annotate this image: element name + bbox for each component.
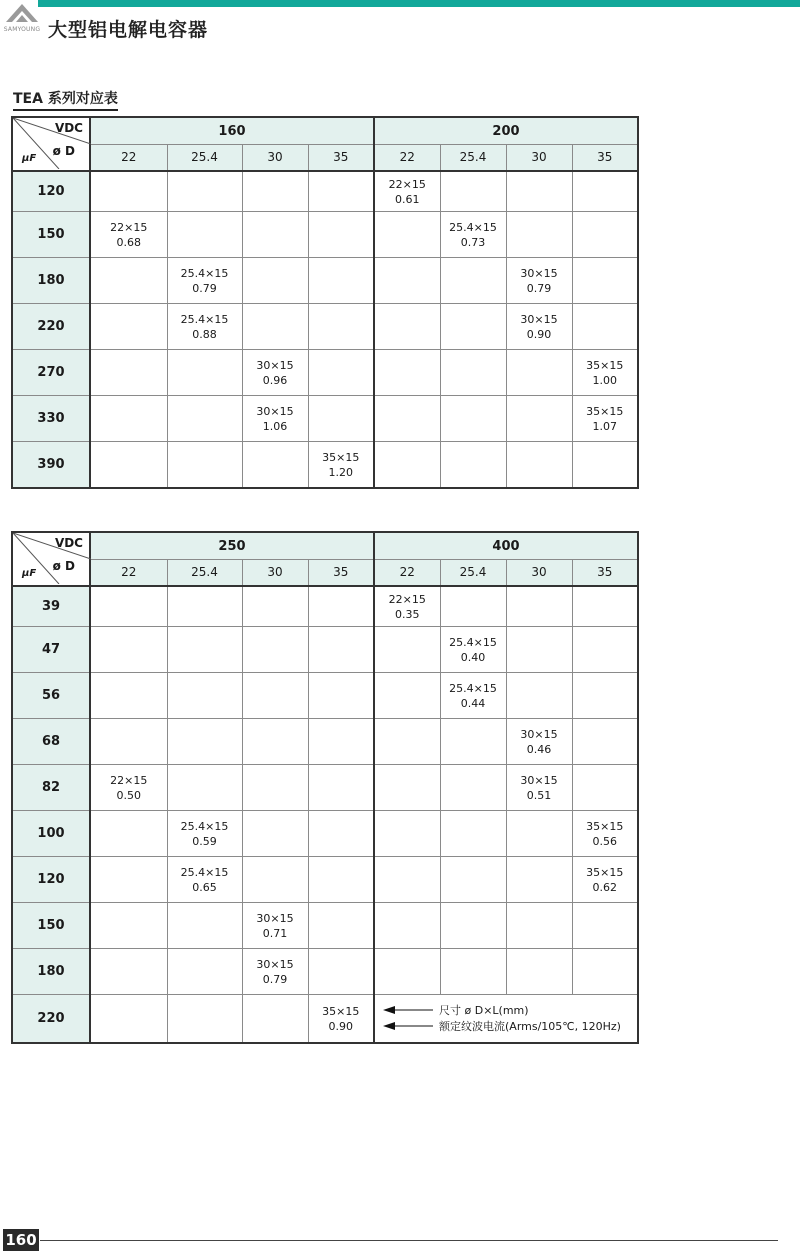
table-row [12, 673, 638, 719]
diameter-header-row [12, 560, 638, 587]
spec-cell [167, 350, 242, 396]
spec-cell [308, 627, 374, 673]
spec-cell [242, 442, 308, 489]
spec-cell [308, 949, 374, 995]
size-ripple-text: 25.4×15 0.88 [180, 312, 229, 341]
spec-cell [308, 258, 374, 304]
spec-cell [90, 857, 167, 903]
spec-cell [308, 903, 374, 949]
capacitance-cell: 47 [12, 627, 90, 673]
table-row [12, 811, 638, 857]
diameter-header: 35 [308, 145, 374, 172]
size-ripple-text: 22×15 0.68 [110, 220, 148, 249]
spec-cell [572, 719, 638, 765]
spec-cell [90, 811, 167, 857]
size-ripple-text: 30×15 0.46 [520, 727, 558, 756]
table-row [12, 765, 638, 811]
spec-cell [242, 586, 308, 627]
table-row [12, 350, 638, 396]
spec-cell [167, 304, 242, 350]
spec-cell [506, 949, 572, 995]
spec-cell [572, 304, 638, 350]
spec-cell [90, 903, 167, 949]
spec-cell [90, 673, 167, 719]
table-row [12, 949, 638, 995]
spec-cell [506, 396, 572, 442]
size-ripple-text: 30×15 0.79 [256, 957, 294, 986]
spec-cell [308, 586, 374, 627]
spec-cell [440, 442, 506, 489]
spec-cell [506, 765, 572, 811]
spec-cell [242, 396, 308, 442]
spec-cell [440, 903, 506, 949]
voltage-header: 400 [374, 532, 638, 560]
spec-cell [167, 627, 242, 673]
capacitance-cell: 120 [12, 171, 90, 212]
spec-cell [374, 258, 440, 304]
diameter-header: 22 [374, 560, 440, 587]
spec-cell [308, 719, 374, 765]
spec-cell [167, 995, 242, 1044]
diameter-header: 35 [572, 145, 638, 172]
size-ripple-text: 35×15 0.90 [322, 1004, 360, 1033]
spec-cell [506, 171, 572, 212]
spec-cell [308, 673, 374, 719]
capacitance-cell: 82 [12, 765, 90, 811]
spec-cell [572, 765, 638, 811]
legend-ripple-label: 额定纹波电流(Arms/105℃, 120Hz) [439, 1019, 621, 1033]
spec-cell [90, 396, 167, 442]
table-row [12, 857, 638, 903]
spec-cell [242, 949, 308, 995]
spec-cell [90, 258, 167, 304]
spec-cell [308, 396, 374, 442]
diameter-header-row [12, 145, 638, 172]
spec-cell [167, 258, 242, 304]
spec-cell [506, 304, 572, 350]
capacitance-cell: 100 [12, 811, 90, 857]
spec-cell [440, 212, 506, 258]
size-ripple-text: 30×15 0.51 [520, 773, 558, 802]
spec-cell [90, 304, 167, 350]
arrow-left-icon [383, 1021, 435, 1031]
spec-cell [374, 442, 440, 489]
capacitance-cell: 180 [12, 258, 90, 304]
spec-cell [167, 949, 242, 995]
legend-ripple [383, 1019, 621, 1033]
spec-cell [506, 212, 572, 258]
size-ripple-text: 35×15 0.56 [586, 819, 624, 848]
spec-cell [90, 949, 167, 995]
capacitance-cell: 180 [12, 949, 90, 995]
corner-vdc-label: VDC [54, 121, 83, 135]
spec-cell [167, 765, 242, 811]
size-ripple-text: 22×15 0.35 [388, 592, 426, 621]
spec-cell [572, 857, 638, 903]
table-row [12, 995, 638, 1044]
table-row [12, 719, 638, 765]
diameter-header: 30 [242, 145, 308, 172]
spec-cell [242, 627, 308, 673]
size-ripple-text: 30×15 1.06 [256, 404, 294, 433]
spec-cell [506, 258, 572, 304]
spec-cell [242, 995, 308, 1044]
spec-cell [242, 903, 308, 949]
capacitance-cell: 150 [12, 212, 90, 258]
size-ripple-text: 30×15 0.79 [520, 266, 558, 295]
spec-cell [167, 396, 242, 442]
spec-cell [440, 627, 506, 673]
size-ripple-text: 25.4×15 0.65 [180, 865, 229, 894]
spec-cell [90, 765, 167, 811]
spec-cell [167, 857, 242, 903]
spec-cell [374, 304, 440, 350]
spec-cell [572, 171, 638, 212]
size-ripple-text: 35×15 1.00 [586, 358, 624, 387]
legend-size-label: 尺寸 ø D×L(mm) [439, 1003, 529, 1017]
size-ripple-text: 25.4×15 0.79 [180, 266, 229, 295]
legend-cell [374, 995, 638, 1044]
spec-cell [308, 304, 374, 350]
voltage-header: 200 [374, 117, 638, 145]
spec-cell [308, 442, 374, 489]
spec-cell [572, 442, 638, 489]
spec-cell [440, 811, 506, 857]
diameter-header: 30 [506, 560, 572, 587]
spec-cell [167, 719, 242, 765]
spec-cell [374, 396, 440, 442]
capacitance-cell: 390 [12, 442, 90, 489]
table-row [12, 212, 638, 258]
table-row [12, 258, 638, 304]
table-row [12, 627, 638, 673]
size-ripple-text: 35×15 1.07 [586, 404, 624, 433]
spec-cell [374, 171, 440, 212]
spec-cell [440, 396, 506, 442]
spec-cell [90, 171, 167, 212]
spec-cell [440, 765, 506, 811]
spec-cell [374, 350, 440, 396]
spec-cell [374, 857, 440, 903]
spec-cell [90, 995, 167, 1044]
diameter-header: 35 [308, 560, 374, 587]
spec-cell [374, 765, 440, 811]
diameter-header: 30 [242, 560, 308, 587]
spec-cell [90, 442, 167, 489]
spec-cell [242, 350, 308, 396]
arrow-left-icon [383, 1005, 435, 1015]
spec-cell [308, 765, 374, 811]
table-corner-header [12, 532, 90, 586]
spec-cell [572, 627, 638, 673]
corner-diameter-label: ø D [52, 144, 75, 158]
table-row [12, 304, 638, 350]
spec-cell [90, 212, 167, 258]
spec-cell [374, 811, 440, 857]
spec-cell [572, 586, 638, 627]
spec-cell [308, 857, 374, 903]
spec-cell [572, 258, 638, 304]
spec-cell [308, 811, 374, 857]
spec-cell [440, 586, 506, 627]
diameter-header: 25.4 [167, 145, 242, 172]
size-ripple-text: 30×15 0.90 [520, 312, 558, 341]
top-accent-bar [38, 0, 800, 7]
spec-cell [374, 903, 440, 949]
spec-cell [506, 586, 572, 627]
table-row [12, 396, 638, 442]
spec-cell [572, 949, 638, 995]
capacitance-cell: 56 [12, 673, 90, 719]
capacitance-cell: 68 [12, 719, 90, 765]
spec-cell [374, 719, 440, 765]
spec-cell [90, 627, 167, 673]
spec-cell [167, 811, 242, 857]
table-row [12, 442, 638, 489]
size-ripple-text: 35×15 0.62 [586, 865, 624, 894]
capacitance-cell: 330 [12, 396, 90, 442]
corner-capacitance-label: μF [22, 153, 37, 164]
spec-cell [374, 586, 440, 627]
page-title: 大型铝电解电容器 [48, 19, 209, 41]
spec-cell [242, 673, 308, 719]
spec-cell [242, 765, 308, 811]
spec-cell [572, 350, 638, 396]
diameter-header: 35 [572, 560, 638, 587]
capacitance-cell: 150 [12, 903, 90, 949]
diameter-header: 22 [90, 560, 167, 587]
capacitance-cell: 220 [12, 995, 90, 1044]
size-ripple-text: 25.4×15 0.59 [180, 819, 229, 848]
spec-cell [167, 586, 242, 627]
spec-cell [242, 857, 308, 903]
spec-cell [440, 673, 506, 719]
spec-cell [440, 719, 506, 765]
spec-cell [308, 212, 374, 258]
diameter-header: 25.4 [167, 560, 242, 587]
spec-cell [242, 212, 308, 258]
spec-cell [167, 903, 242, 949]
size-ripple-text: 22×15 0.61 [388, 177, 426, 206]
corner-diameter-label: ø D [52, 559, 75, 573]
spec-cell [572, 396, 638, 442]
table-row [12, 903, 638, 949]
table-row [12, 171, 638, 212]
size-ripple-text: 35×15 1.20 [322, 450, 360, 479]
size-ripple-text: 25.4×15 0.73 [449, 220, 497, 249]
spec-cell [572, 903, 638, 949]
spec-cell [506, 857, 572, 903]
spec-cell [572, 811, 638, 857]
capacitance-cell: 39 [12, 586, 90, 627]
size-ripple-text: 30×15 0.71 [256, 911, 294, 940]
spec-cell [440, 857, 506, 903]
capacitance-cell: 270 [12, 350, 90, 396]
corner-capacitance-label: μF [22, 568, 37, 579]
spec-cell [90, 350, 167, 396]
voltage-header: 250 [90, 532, 374, 560]
spec-cell [308, 171, 374, 212]
spec-cell [242, 811, 308, 857]
capacitance-cell: 220 [12, 304, 90, 350]
spec-cell [572, 673, 638, 719]
footer-divider [40, 1240, 778, 1241]
series-title: TEA 系列对应表 [13, 88, 118, 111]
page-number: 160 [3, 1229, 39, 1251]
spec-cell [167, 442, 242, 489]
logo-text: SAMYOUNG [3, 26, 41, 33]
size-ripple-text: 25.4×15 0.44 [449, 681, 497, 710]
spec-cell [440, 949, 506, 995]
spec-table-160-200 [11, 116, 639, 489]
spec-cell [440, 350, 506, 396]
samyoung-logo-icon [2, 0, 42, 40]
spec-cell [506, 811, 572, 857]
spec-cell [242, 171, 308, 212]
corner-vdc-label: VDC [54, 536, 83, 550]
capacitance-cell: 120 [12, 857, 90, 903]
spec-cell [167, 673, 242, 719]
legend-size [383, 1003, 529, 1017]
spec-cell [242, 258, 308, 304]
table-row [12, 586, 638, 627]
diameter-header: 30 [506, 145, 572, 172]
spec-cell [167, 171, 242, 212]
diameter-header: 25.4 [440, 145, 506, 172]
spec-cell [440, 171, 506, 212]
spec-table-250-400 [11, 531, 639, 1044]
spec-cell [374, 627, 440, 673]
spec-cell [506, 903, 572, 949]
size-ripple-text: 25.4×15 0.40 [449, 635, 497, 664]
table-corner-header [12, 117, 90, 171]
spec-cell [440, 258, 506, 304]
spec-cell [506, 442, 572, 489]
spec-cell [242, 719, 308, 765]
size-ripple-text: 30×15 0.96 [256, 358, 294, 387]
spec-cell [308, 995, 374, 1044]
spec-cell [506, 719, 572, 765]
spec-cell [242, 304, 308, 350]
spec-cell [506, 350, 572, 396]
spec-cell [308, 350, 374, 396]
voltage-header: 160 [90, 117, 374, 145]
spec-cell [572, 212, 638, 258]
diameter-header: 25.4 [440, 560, 506, 587]
spec-cell [506, 673, 572, 719]
diameter-header: 22 [90, 145, 167, 172]
spec-cell [90, 719, 167, 765]
spec-cell [374, 673, 440, 719]
spec-cell [440, 304, 506, 350]
size-ripple-text: 22×15 0.50 [110, 773, 148, 802]
spec-cell [506, 627, 572, 673]
spec-cell [374, 949, 440, 995]
diameter-header: 22 [374, 145, 440, 172]
spec-cell [90, 586, 167, 627]
spec-cell [167, 212, 242, 258]
spec-cell [374, 212, 440, 258]
